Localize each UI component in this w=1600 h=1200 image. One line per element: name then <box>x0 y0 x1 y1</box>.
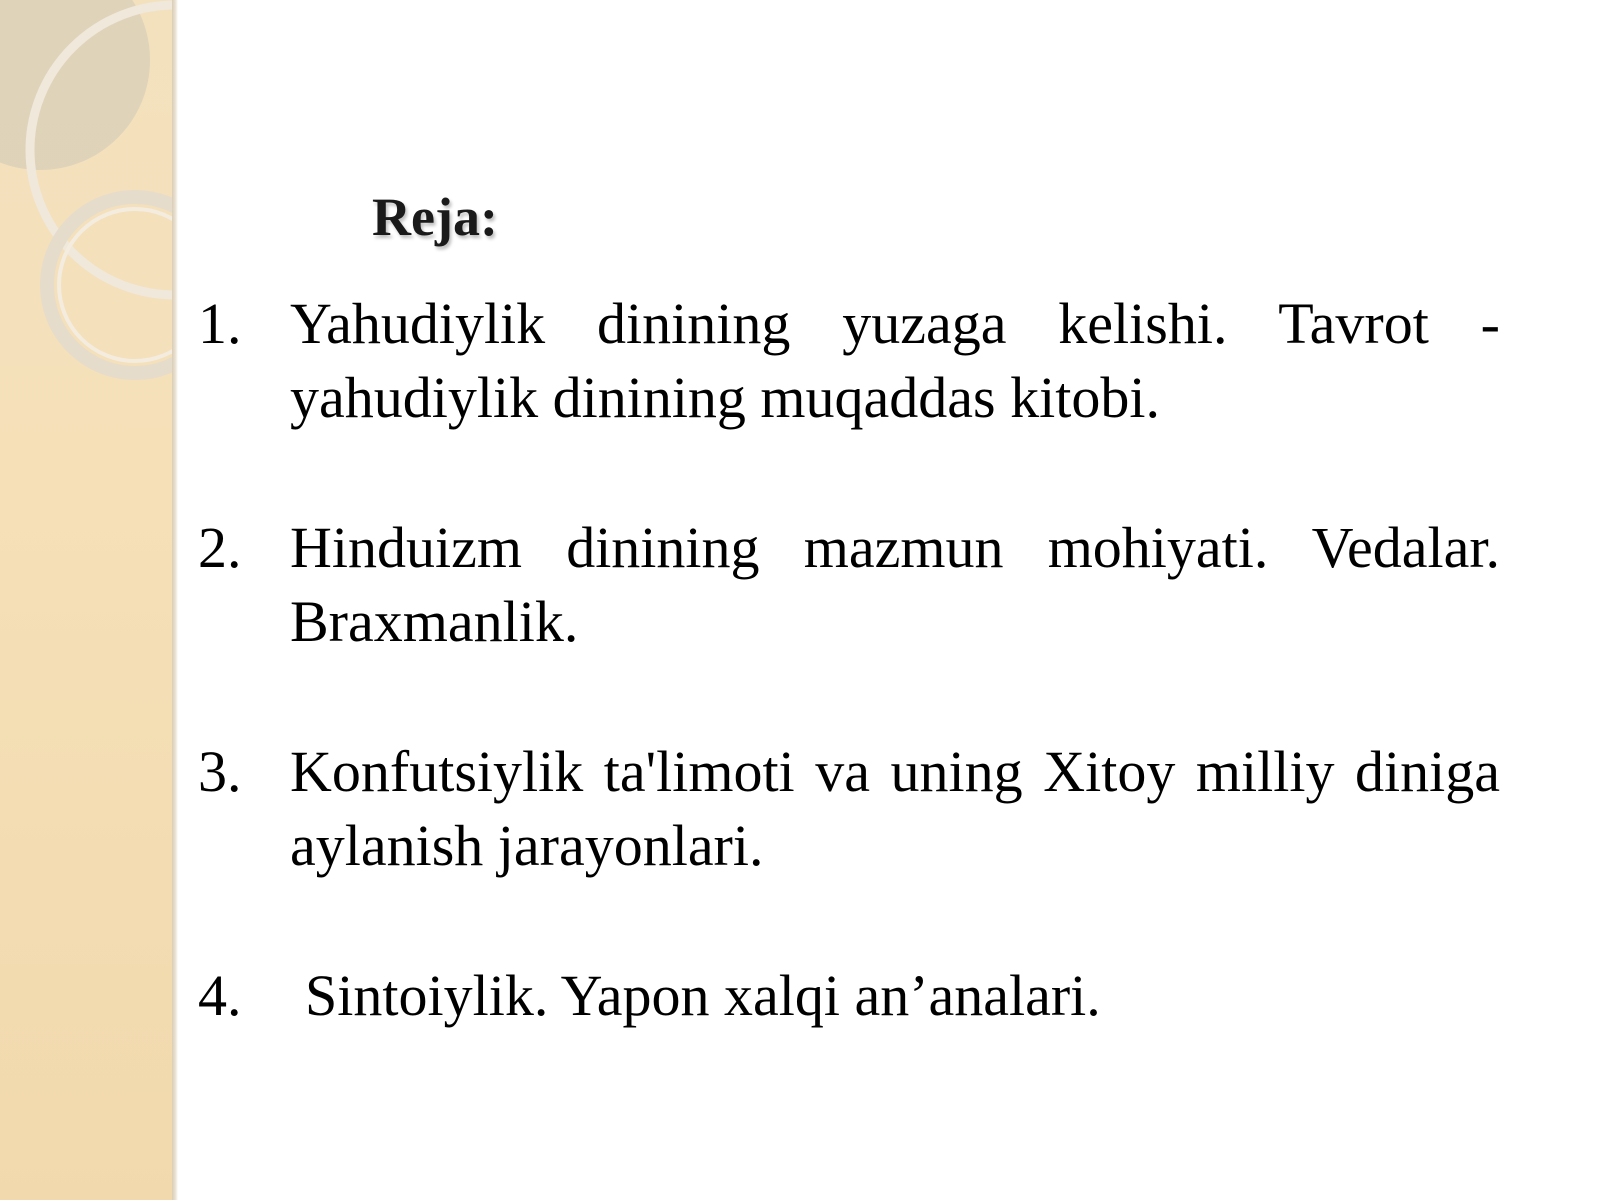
plan-item-2 <box>198 511 1500 659</box>
plan-item-text: Hinduizm dinining mazmun mohiyati. Vedalar. Braxmanlik. <box>290 515 1500 654</box>
plan-item-number: 2. <box>198 515 242 580</box>
plan-item-text: Konfutsiylik ta'limoti va uning Xitoy milliy diniga aylanish jarayonlari. <box>290 739 1500 878</box>
plan-item-3 <box>198 735 1500 883</box>
slide-title: Reja: <box>372 187 498 247</box>
decorative-side-panel <box>0 0 178 1200</box>
side-panel-shadow <box>172 0 178 1200</box>
plan-item-number: 1. <box>198 291 242 356</box>
plan-list <box>198 287 1500 1033</box>
plan-item-4 <box>198 959 1500 1033</box>
plan-item-1 <box>198 287 1500 435</box>
plan-item-number: 4. <box>198 963 242 1028</box>
plan-item-text: Yahudiylik dinining yuzaga kelishi. Tavrot - yahudiylik dinining muqaddas kitobi. <box>290 291 1500 430</box>
decorative-rings-graphic <box>0 0 178 1200</box>
decorative-circle <box>0 0 150 170</box>
plan-item-number: 3. <box>198 739 242 804</box>
plan-item-text: Sintoiylik. Yapon xalqi an’analari. <box>305 963 1101 1028</box>
